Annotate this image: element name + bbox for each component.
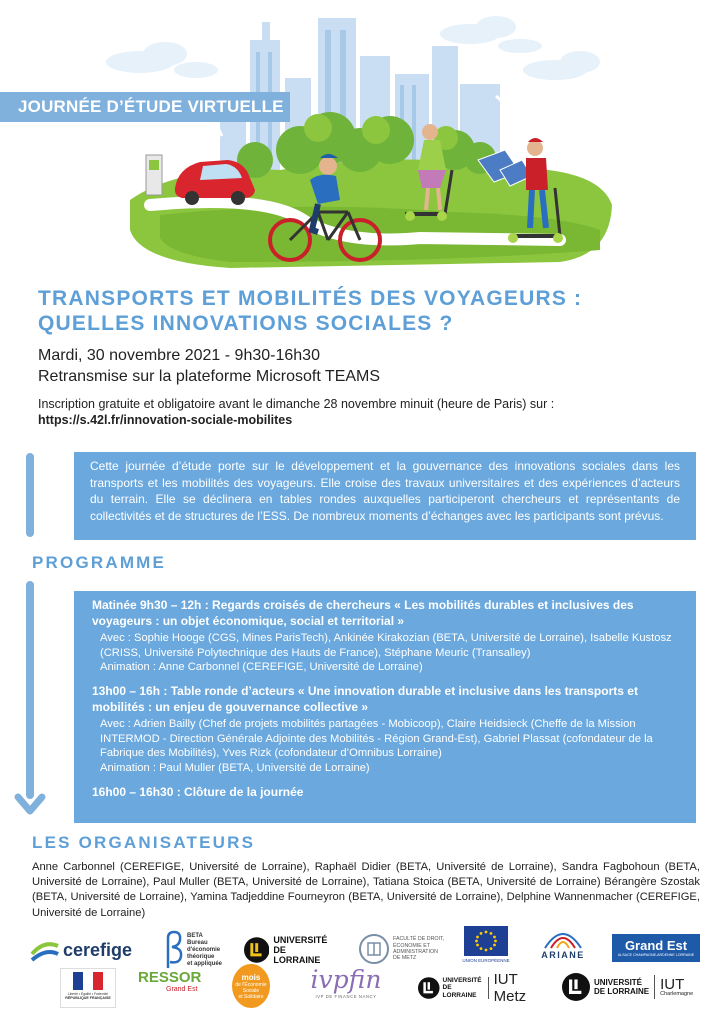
title-line-2: QUELLES INNOVATIONS SOCIALES ? [38, 312, 454, 335]
ul-iutc-line-2: DE LORRAINE [594, 987, 650, 996]
fac-line-3: ADMINISTRATION [393, 949, 438, 955]
ariane-label: ARIANE [541, 950, 585, 960]
mois-line-4: et Solidaire [238, 994, 264, 1000]
ul-iut-line-1: UNIVERSITÉ [442, 976, 482, 984]
fac-line-4: DE METZ [393, 955, 417, 962]
programme-session-closing [92, 785, 682, 801]
mois-label: mois [241, 973, 261, 982]
beta-line-2: Bureau [187, 939, 208, 946]
eu-label: UNION EUROPÉENNE [462, 958, 510, 963]
event-platform: Retransmise sur la plateforme Microsoft TEAMS [38, 368, 381, 385]
logo-universite-lorraine [244, 934, 334, 966]
ul-mark-icon [244, 937, 269, 963]
title-line-1: TRANSPORTS ET MOBILITÉS DES VOYAGEURS : [38, 287, 583, 310]
ul-iut-line-2: DE LORRAINE [442, 984, 477, 999]
programme-session-morning [92, 598, 682, 675]
mois-line-3: Sociale [242, 988, 260, 994]
ul-iutc-line-1: UNIVERSITÉ [594, 978, 643, 987]
intro-box: Cette journée d’étude porte sur le développement et la gouvernance des innovations sociales dans les transports et les mobilités des voyageurs. Elle croise des travaux universitaires et des expériences d’acteurs du terrain. Elle se déclinera en tables rondes auxquelles participeront chercheurs et représentants de collectivités et de structures de l’ESS. De nombreux moments d’échanges avec les participants sont prévus. [74, 452, 696, 540]
ivpfin-sub: IVP DE FINANCE NANCY [315, 994, 377, 999]
rf-label: RÉPUBLIQUE FRANÇAISE [65, 996, 111, 1000]
logo-beta [162, 928, 242, 972]
logo-ul-iut-metz [418, 971, 548, 1005]
logo-grand-est [612, 934, 700, 962]
rf-motto: Liberté • Égalité • Fraternité [67, 992, 109, 996]
iut-metz-label: IUT Metz [493, 971, 527, 1005]
programme-session-afternoon [92, 684, 682, 776]
grandest-label: Grand Est [624, 937, 688, 953]
programme-box [74, 591, 696, 823]
iut-label: IUT [660, 975, 685, 993]
session-speakers: Avec : Adrien Bailly (Chef de projets mobilités partagées - Mobicoop), Claire Heidsieck (Cheffe de la Mission INTERMOD - Direction Générale Adjointe des Mobilités - Région Grand-Est), Gabriel Plassat (cofondateur de la Fabrique des Mobilités), Yves Rizk (cofondateur d’Omnibus Lorraine) [100, 718, 653, 760]
session-speakers: Avec : Sophie Hooge (CGS, Mines ParisTech), Ankinée Kirakozian (BETA, Université de Lorraine), Isabelle Kustosz (CRISS, Université Polytechnique des Hauts de France), Stéphane Meuric (Transalley) [100, 632, 672, 659]
beta-line-5: et appliquée [187, 960, 223, 967]
beta-line-3: d'économie [187, 946, 221, 953]
mois-line-2: de l'Économie [235, 982, 267, 988]
logo-mois-ess [232, 964, 270, 1008]
fac-line-1: FACULTÉ DE DROIT, [393, 936, 445, 943]
ul-line-2: DE LORRAINE [273, 945, 321, 965]
logo-ressor [138, 970, 204, 1006]
ul-line-1: UNIVERSITÉ [273, 935, 328, 945]
event-date: Mardi, 30 novembre 2021 - 9h30-16h30 [38, 347, 320, 364]
logo-ariane [532, 924, 594, 970]
session-title: Matinée 9h30 – 12h : Regards croisés de chercheurs « Les mobilités durables et inclusives des voyageurs : un objet économique, social et territorial » [92, 598, 634, 628]
arrow-down-icon [14, 793, 46, 817]
cerefige-mark-icon [30, 936, 60, 964]
decorative-arrow-bar [26, 581, 34, 799]
decorative-bar [26, 453, 34, 537]
ariane-mark-icon [541, 924, 585, 950]
organisers-list: Anne Carbonnel (CEREFIGE, Université de Lorraine), Raphaël Didier (BETA, Université de Lorraine), Sandra Fagbohoun (BETA, Université de Lorraine), Paul Muller (BETA, Université de Lorraine), Tatiana Stoica (BETA, Université de Lorraine) Bérangère Szostak (BETA, Université de Lorraine), Yamina Tadjeddine Fourneyron (BETA, Université de Lorraine), Delphine Wannenmacher (CEREFIGE, Université de Lorraine) [32, 861, 700, 919]
session-title: 16h00 – 16h30 : Clôture de la journée [92, 784, 304, 799]
charlemagne-label: Charlemagne [660, 990, 694, 997]
programme-heading: PROGRAMME [32, 553, 167, 572]
beta-mark-icon [162, 930, 184, 970]
city-mobility-illustration [0, 0, 724, 275]
grandest-sub: ALSACE CHAMPAGNE-ARDENNE LORRAINE [617, 952, 695, 957]
session-animation: Animation : Anne Carbonnel (CEREFIGE, Université de Lorraine) [100, 661, 423, 674]
logo-union-europeenne [458, 926, 514, 970]
session-title: 13h00 – 16h : Table ronde d’acteurs « Une innovation durable et inclusive dans les transports et mobilités : un enjeu de gouvernance collective » [92, 683, 638, 714]
logo-ivpfin [296, 966, 396, 1006]
ivpfin-wordmark: ivpfin [310, 965, 382, 994]
logo-faculte-droit-metz [358, 930, 450, 968]
beta-line-4: théorique [187, 953, 215, 960]
logo-cerefige [30, 934, 140, 966]
eu-flag-icon [464, 926, 508, 956]
ul-mark-icon [418, 976, 440, 1000]
ul-mark-icon [562, 973, 590, 1001]
faculty-seal-icon [358, 933, 390, 965]
hero-illustration [0, 0, 724, 275]
cerefige-wordmark: cerefige [63, 939, 133, 960]
registration-link[interactable]: https://s.42l.fr/innovation-sociale-mobilites [38, 413, 293, 427]
beta-label: BETA [187, 932, 203, 939]
fac-line-2: ÉCONOMIE ET [393, 942, 431, 949]
event-type-banner: JOURNÉE D’ÉTUDE VIRTUELLE [0, 92, 290, 122]
page-title [38, 286, 678, 336]
ressor-label: RESSOR [138, 969, 202, 986]
logo-ul-iut-charlemagne [562, 972, 702, 1002]
organisers-heading: LES ORGANISATEURS [32, 833, 256, 852]
ressor-sub: Grand Est [166, 986, 198, 993]
logo-republique-francaise [60, 968, 116, 1008]
french-flag-icon [73, 972, 103, 990]
registration-info: Inscription gratuite et obligatoire avant le dimanche 28 novembre minuit (heure de Paris) sur : [38, 397, 555, 411]
session-animation: Animation : Paul Muller (BETA, Université de Lorraine) [100, 761, 370, 774]
